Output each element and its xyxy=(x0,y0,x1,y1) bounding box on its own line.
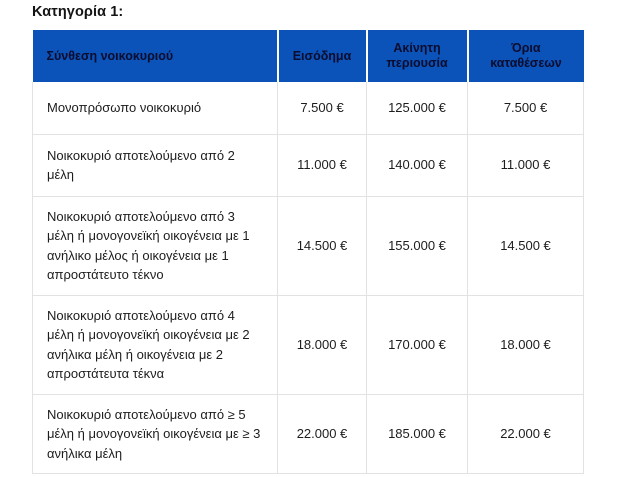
cell-composition: Νοικοκυριό αποτελούμενο από 3 μέλη ή μονογονεϊκή οικογένεια με 1 ανήλικο μέλος ή οικογένεια με 1 απροστάτευτο τέκνο xyxy=(33,196,278,295)
table-header xyxy=(33,30,584,82)
criteria-table-container xyxy=(32,30,583,474)
table-row xyxy=(33,196,584,295)
cell-property: 140.000 € xyxy=(367,134,468,196)
column-header-property: Ακίνητη περιουσία xyxy=(367,30,468,82)
cell-deposits: 18.000 € xyxy=(468,295,584,394)
cell-composition: Νοικοκυριό αποτελούμενο από ≥ 5 μέλη ή μονογονεϊκή οικογένεια με ≥ 3 ανήλικα μέλη xyxy=(33,394,278,474)
cell-composition: Νοικοκυριό αποτελούμενο από 2 μέλη xyxy=(33,134,278,196)
cell-income: 11.000 € xyxy=(278,134,367,196)
table-row xyxy=(33,394,584,474)
cell-income: 7.500 € xyxy=(278,82,367,134)
criteria-table xyxy=(32,30,584,474)
cell-composition: Νοικοκυριό αποτελούμενο από 4 μέλη ή μονογονεϊκή οικογένεια με 2 ανήλικα μέλη ή οικογένεια με 2 απροστάτευτα τέκνα xyxy=(33,295,278,394)
column-header-income: Εισόδημα xyxy=(278,30,367,82)
cell-deposits: 11.000 € xyxy=(468,134,584,196)
table-row xyxy=(33,82,584,134)
table-row xyxy=(33,295,584,394)
cell-deposits: 7.500 € xyxy=(468,82,584,134)
column-header-deposits: Όρια καταθέσεων xyxy=(468,30,584,82)
cell-property: 185.000 € xyxy=(367,394,468,474)
cell-property: 170.000 € xyxy=(367,295,468,394)
page-title: Κατηγορία 1: xyxy=(32,4,124,20)
column-header-composition: Σύνθεση νοικοκυριού xyxy=(33,30,278,82)
cell-composition: Μονοπρόσωπο νοικοκυριό xyxy=(33,82,278,134)
cell-deposits: 22.000 € xyxy=(468,394,584,474)
table-body xyxy=(33,82,584,474)
table-header-row xyxy=(33,30,584,82)
cell-income: 14.500 € xyxy=(278,196,367,295)
cell-deposits: 14.500 € xyxy=(468,196,584,295)
cell-property: 125.000 € xyxy=(367,82,468,134)
table-row xyxy=(33,134,584,196)
cell-income: 22.000 € xyxy=(278,394,367,474)
cell-property: 155.000 € xyxy=(367,196,468,295)
cell-income: 18.000 € xyxy=(278,295,367,394)
